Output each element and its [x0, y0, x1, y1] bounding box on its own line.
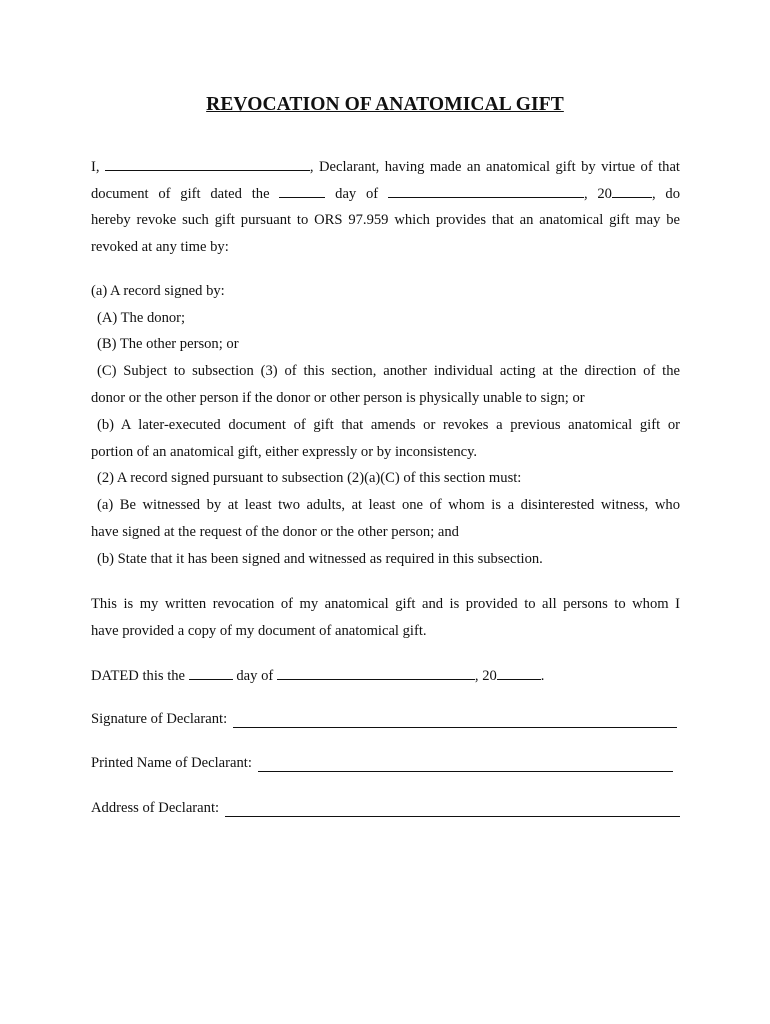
statement-line-2: have provided a copy of my document of anatomical gift. — [91, 623, 427, 639]
provision-B: (B) The other person; or — [97, 336, 239, 352]
provision-A: (A) The donor; — [97, 310, 186, 326]
provision-a: (a) A record signed by: — [91, 283, 225, 299]
dated-year-blank[interactable] — [497, 666, 541, 680]
dated-line: DATED this the day of , 20 . — [91, 668, 545, 684]
signature-label: Signature of Declarant: — [91, 711, 228, 727]
signature-row — [91, 710, 677, 728]
provision-b-line-2: portion of an anatomical gift, either expressly or by inconsistency. — [91, 444, 478, 460]
address-row — [91, 799, 680, 817]
signature-field[interactable] — [233, 713, 677, 728]
provision-state: (b) State that it has been signed and witnessed as required in this subsection. — [97, 551, 543, 567]
provision-b-line-1: (b) A later-executed document of gift that amends or revokes a previous anatomical gift or — [97, 417, 680, 433]
statement-line-1: This is my written revocation of my anatomical gift and is provided to all persons to whom I — [91, 596, 680, 612]
intro-line-4: revoked at any time by: — [91, 239, 229, 255]
provision-2: (2) A record signed pursuant to subsection (2)(a)(C) of this section must: — [97, 470, 522, 486]
gift-year-blank[interactable] — [612, 184, 652, 198]
provision-C-line-1: (C) Subject to subsection (3) of this section, another individual acting at the direction of the — [97, 363, 680, 379]
intro-line-3: hereby revoke such gift pursuant to ORS 97.959 which provides that an anatomical gift may be — [91, 212, 680, 228]
dated-month-blank[interactable] — [277, 666, 475, 680]
provision-witness-line-1: (a) Be witnessed by at least two adults, at least one of whom is a disinterested witness, who — [97, 497, 680, 513]
printed-name-field[interactable] — [258, 757, 673, 772]
provision-witness-line-2: have signed at the request of the donor or the other person; and — [91, 524, 459, 540]
declarant-name-blank[interactable] — [105, 157, 310, 171]
printed-name-row — [91, 754, 673, 772]
printed-name-label: Printed Name of Declarant: — [91, 755, 252, 771]
gift-month-blank[interactable] — [388, 184, 584, 198]
intro-line-1: I, , Declarant, having made an anatomical gift by virtue of that — [91, 159, 680, 175]
gift-day-blank[interactable] — [279, 184, 325, 198]
address-field[interactable] — [225, 802, 680, 817]
address-label: Address of Declarant: — [91, 800, 220, 816]
document-title: REVOCATION OF ANATOMICAL GIFT — [206, 94, 564, 115]
dated-day-blank[interactable] — [189, 666, 233, 680]
provision-C-line-2: donor or the other person if the donor or other person is physically unable to sign; or — [91, 390, 585, 406]
intro-line-2: document of gift dated the day of , 20 , do — [91, 186, 681, 202]
